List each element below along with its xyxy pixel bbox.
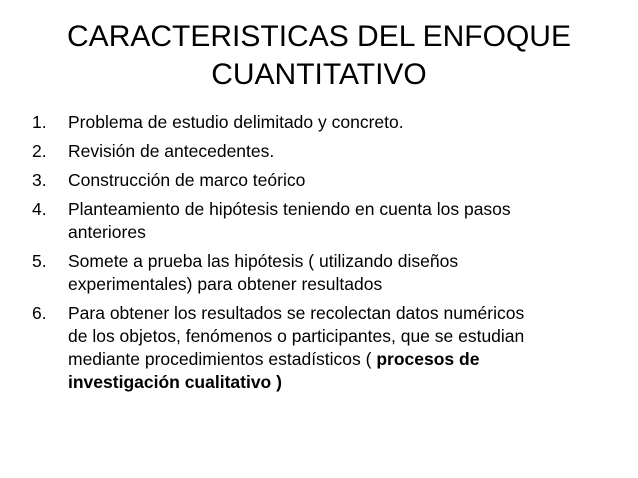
list-number: 4. [32, 199, 47, 219]
list-text-line: Somete a prueba las hipótesis ( utilizando diseños [68, 251, 459, 271]
list-number: 1. [32, 112, 47, 132]
slide-title [0, 18, 638, 94]
list-text [68, 198, 622, 244]
list-text-line: Construcción de marco teórico [68, 170, 306, 190]
list-item-2 [32, 140, 622, 163]
slide-title-line-2: CUANTITATIVO [211, 58, 427, 91]
list-text-bold: procesos de [376, 349, 480, 369]
list-item-1 [32, 111, 622, 134]
list-text [68, 169, 622, 192]
list-text-line: Para obtener los resultados se recolectan datos numéricos [68, 303, 525, 323]
list-text [68, 140, 622, 163]
list-text-line: anteriores [68, 222, 146, 242]
list-text [68, 302, 622, 394]
list-item-5 [32, 250, 622, 296]
characteristics-list [32, 111, 622, 400]
list-text-line: Problema de estudio delimitado y concreto. [68, 112, 404, 132]
list-text-line: Revisión de antecedentes. [68, 141, 275, 161]
list-text-line: Planteamiento de hipótesis teniendo en cuenta los pasos [68, 199, 511, 219]
list-item-3 [32, 169, 622, 192]
list-text-line-mixed [68, 348, 622, 371]
list-text [68, 111, 622, 134]
list-text-line: experimentales) para obtener resultados [68, 274, 383, 294]
list-text-plain: mediante procedimientos estadísticos ( [68, 349, 377, 369]
list-number: 2. [32, 141, 47, 161]
list-text-line: de los objetos, fenómenos o participantes, que se estudian [68, 326, 525, 346]
list-number: 6. [32, 303, 47, 323]
list-item-6 [32, 302, 622, 394]
list-number: 5. [32, 251, 47, 271]
list-item-4 [32, 198, 622, 244]
list-text-bold-line: investigación cualitativo ) [68, 372, 282, 392]
list-text [68, 250, 622, 296]
slide-title-line-1: CARACTERISTICAS DEL ENFOQUE [67, 20, 571, 53]
list-number: 3. [32, 170, 47, 190]
